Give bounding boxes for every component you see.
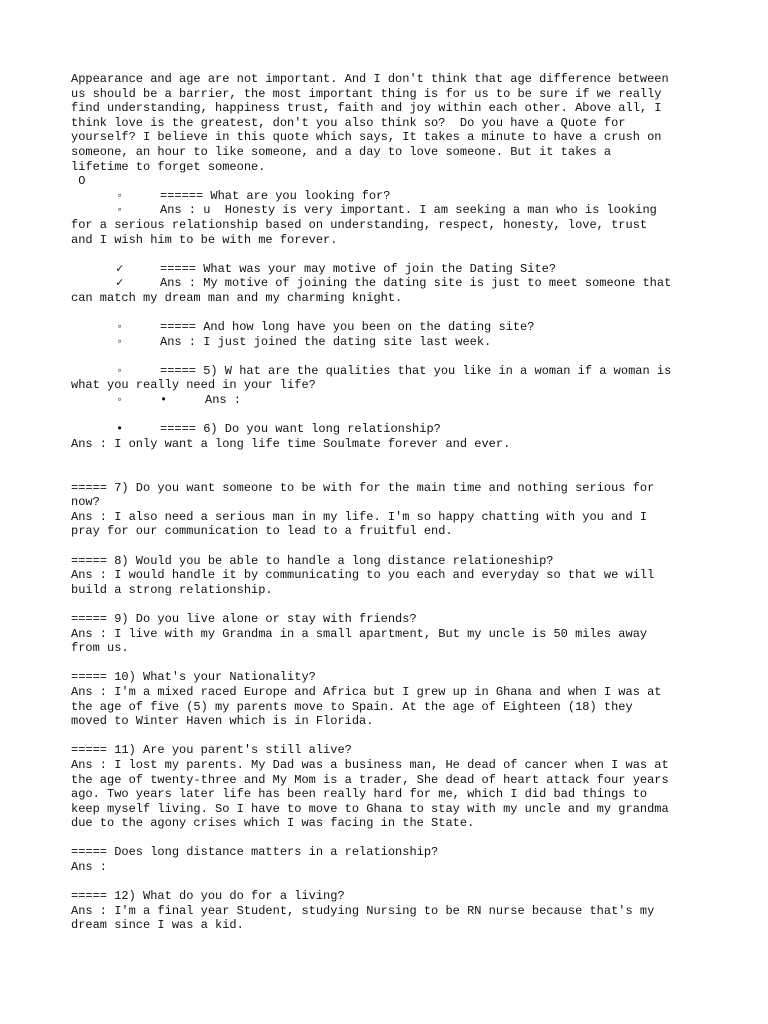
spacer bbox=[71, 408, 711, 423]
text-line: lifetime to forget someone. bbox=[71, 159, 266, 174]
answer-line: Ans : bbox=[71, 860, 108, 875]
answer-line: Ans : I'm a mixed raced Europe and Africa but I grew up in Ghana and when I was at bbox=[71, 684, 662, 699]
text-line: us should be a barrier, the most important thing is for us to be sure if we really bbox=[71, 86, 662, 101]
answer-line: the age of five (5) my parents move to Spain. At the age of Eighteen (18) they bbox=[71, 699, 633, 714]
answer-text: Ans : I just joined the dating site last week. bbox=[160, 334, 492, 349]
qa-6 bbox=[71, 422, 711, 451]
text-line: find understanding, happiness trust, faith and joy within each other. Above all, I bbox=[71, 101, 662, 116]
answer-text: Ans : My motive of joining the dating site is just to meet someone that bbox=[160, 276, 672, 291]
circle-bullet-icon: ◦ bbox=[116, 393, 124, 408]
qa-motive bbox=[71, 262, 711, 306]
qa-12 bbox=[71, 889, 711, 933]
qa-how-long bbox=[71, 320, 711, 349]
spacer bbox=[71, 729, 711, 744]
question-line bbox=[71, 189, 711, 204]
answer-line bbox=[71, 276, 711, 291]
bullet-icon: • bbox=[160, 393, 168, 408]
stray-letter: O bbox=[71, 174, 86, 189]
qa-8 bbox=[71, 554, 711, 598]
answer-line: build a strong relationship. bbox=[71, 582, 273, 597]
answer-line bbox=[71, 335, 711, 350]
spacer bbox=[71, 875, 711, 890]
question-line: ===== 9) Do you live alone or stay with friends? bbox=[71, 611, 417, 626]
question-line bbox=[71, 262, 711, 277]
answer-line: Ans : I would handle it by communicating to you each and everyday so that we will bbox=[71, 568, 655, 583]
answer-line: Ans : I also need a serious man in my life. I'm so happy chatting with you and I bbox=[71, 509, 648, 524]
answer-text: Ans : bbox=[205, 393, 242, 408]
answer-line: pray for our communication to lead to a fruitful end. bbox=[71, 524, 453, 539]
spacer bbox=[71, 656, 711, 671]
qa-10 bbox=[71, 670, 711, 728]
circle-bullet-icon: ◦ bbox=[116, 363, 124, 378]
question-text: ===== And how long have you been on the dating site? bbox=[160, 320, 535, 335]
spacer bbox=[71, 597, 711, 612]
text-line: think love is the greatest, don't you also think so? Do you have a Quote for bbox=[71, 115, 626, 130]
answer-text: Ans : u Honesty is very important. I am seeking a man who is looking bbox=[160, 203, 657, 218]
spacer bbox=[71, 831, 711, 846]
question-line: ===== 11) Are you parent's still alive? bbox=[71, 743, 352, 758]
question-line: ===== 10) What's your Nationality? bbox=[71, 670, 316, 685]
check-mark-icon: ✓ bbox=[116, 261, 124, 276]
answer-line: the age of twenty-three and My Mom is a trader, She dead of heart attack four years bbox=[71, 772, 669, 787]
qa-7 bbox=[71, 481, 711, 539]
intro-paragraph bbox=[71, 72, 711, 189]
question-line: what you really need in your life? bbox=[71, 378, 316, 393]
text-line: Appearance and age are not important. And I don't think that age difference between bbox=[71, 72, 669, 86]
question-line: ===== 8) Would you be able to handle a long distance relationeship? bbox=[71, 553, 554, 568]
question-line bbox=[71, 364, 711, 379]
circle-bullet-icon: ◦ bbox=[116, 334, 124, 349]
bullet-icon: • bbox=[116, 422, 124, 437]
answer-line: for a serious relationship based on understanding, respect, honesty, love, trust bbox=[71, 217, 648, 232]
question-line: ===== Does long distance matters in a relationship? bbox=[71, 845, 439, 860]
check-mark-icon: ✓ bbox=[116, 276, 124, 291]
answer-line: from us. bbox=[71, 641, 129, 656]
question-text: ===== What was your may motive of join the Dating Site? bbox=[160, 261, 557, 276]
answer-line: dream since I was a kid. bbox=[71, 918, 244, 933]
question-line bbox=[71, 422, 711, 437]
answer-line: Ans : I live with my Grandma in a small apartment, But my uncle is 50 miles away bbox=[71, 626, 648, 641]
text-line: someone, an hour to like someone, and a day to love someone. But it takes a bbox=[71, 144, 612, 159]
spacer bbox=[71, 349, 711, 364]
document-page bbox=[71, 72, 711, 933]
spacer bbox=[71, 247, 711, 262]
circle-bullet-icon: ◦ bbox=[116, 203, 124, 218]
answer-line: Ans : I lost my parents. My Dad was a business man, He dead of cancer when I was at bbox=[71, 757, 669, 772]
question-line: ===== 12) What do you do for a living? bbox=[71, 889, 345, 904]
circle-bullet-icon: ◦ bbox=[116, 320, 124, 335]
question-line: now? bbox=[71, 495, 100, 510]
question-text: ====== What are you looking for? bbox=[160, 188, 391, 203]
spacer bbox=[71, 539, 711, 554]
answer-line bbox=[71, 203, 711, 218]
answer-line bbox=[71, 393, 711, 408]
answer-line: Ans : I'm a final year Student, studying Nursing to be RN nurse because that's my bbox=[71, 903, 655, 918]
qa-5 bbox=[71, 364, 711, 408]
answer-line: can match my dream man and my charming knight. bbox=[71, 290, 403, 305]
answer-line: due to the agony crises which I was facing in the State. bbox=[71, 816, 475, 831]
question-text: ===== 5) W hat are the qualities that you like in a woman if a woman is bbox=[160, 363, 672, 378]
answer-line: moved to Winter Haven which is in Florida. bbox=[71, 714, 374, 729]
qa-long-distance bbox=[71, 845, 711, 874]
text-line: yourself? I believe in this quote which says, It takes a minute to have a crush on bbox=[71, 130, 662, 145]
answer-line: Ans : I only want a long life time Soulmate forever and ever. bbox=[71, 436, 511, 451]
qa-looking-for bbox=[71, 189, 711, 247]
spacer bbox=[71, 451, 711, 480]
question-line: ===== 7) Do you want someone to be with for the main time and nothing serious for bbox=[71, 480, 655, 495]
answer-line: ago. Two years later life has been really hard for me, which I did bad things to bbox=[71, 787, 648, 802]
question-text: ===== 6) Do you want long relationship? bbox=[160, 422, 441, 437]
circle-bullet-icon: ◦ bbox=[116, 188, 124, 203]
question-line bbox=[71, 320, 711, 335]
spacer bbox=[71, 306, 711, 321]
qa-9 bbox=[71, 612, 711, 656]
answer-line: keep myself living. So I have to move to Ghana to stay with my uncle and my grandma bbox=[71, 801, 669, 816]
qa-11 bbox=[71, 743, 711, 831]
answer-line: and I wish him to be with me forever. bbox=[71, 232, 338, 247]
